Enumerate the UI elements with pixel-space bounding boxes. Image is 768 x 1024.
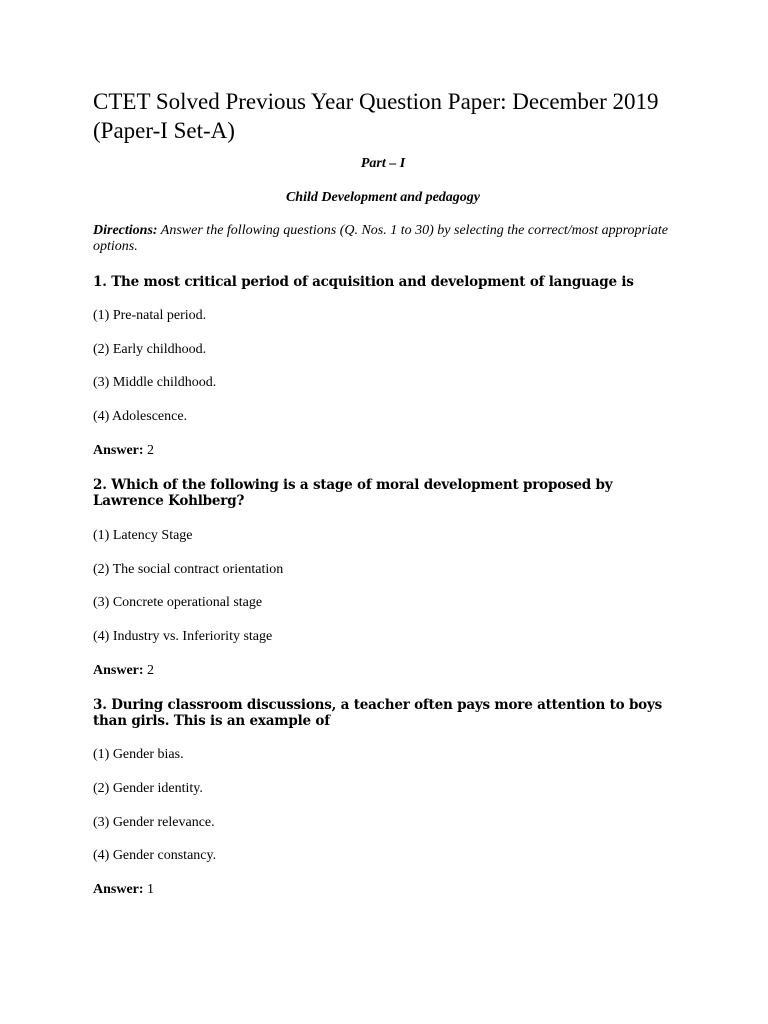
answer-label: Answer: bbox=[93, 663, 144, 678]
question-1-option-1: (1) Pre-natal period. bbox=[93, 308, 207, 323]
question-2-option-1: (1) Latency Stage bbox=[93, 528, 193, 543]
question-1-option-3: (3) Middle childhood. bbox=[93, 375, 217, 390]
answer-value: 2 bbox=[147, 443, 155, 458]
question-3: 3. During classroom discussions, a teacher often pays more attention to boys than girls. This is an example of bbox=[93, 697, 663, 729]
question-1-option-2: (2) Early childhood. bbox=[93, 342, 207, 357]
answer-label: Answer: bbox=[93, 882, 144, 897]
question-3-option-4: (4) Gender constancy. bbox=[93, 848, 217, 863]
answer-label: Answer: bbox=[93, 443, 144, 458]
answer-value: 1 bbox=[147, 882, 155, 897]
question-2-option-4: (4) Industry vs. Inferiority stage bbox=[93, 629, 273, 644]
section-heading: Child Development and pedagogy bbox=[285, 190, 481, 205]
document-title: CTET Solved Previous Year Question Paper: December 2019 (Paper-I Set-A) bbox=[93, 89, 659, 143]
question-2-answer bbox=[93, 663, 154, 679]
question-3-answer bbox=[93, 882, 154, 898]
directions-label: Directions: bbox=[93, 223, 158, 238]
question-2-option-2: (2) The social contract orientation bbox=[93, 562, 284, 577]
question-3-option-1: (1) Gender bias. bbox=[93, 747, 184, 762]
question-2-option-3: (3) Concrete operational stage bbox=[93, 595, 263, 610]
directions-text: Answer the following questions (Q. Nos. 1 to 30) by selecting the correct/most appropriate options. bbox=[93, 223, 669, 254]
question-1-option-4: (4) Adolescence. bbox=[93, 409, 188, 424]
part-heading: Part – I bbox=[360, 156, 406, 171]
question-2: 2. Which of the following is a stage of moral development proposed by Lawrence Kohlberg? bbox=[93, 477, 613, 509]
question-3-option-2: (2) Gender identity. bbox=[93, 781, 203, 796]
question-3-option-3: (3) Gender relevance. bbox=[93, 815, 215, 830]
directions bbox=[93, 223, 673, 255]
answer-value: 2 bbox=[147, 663, 155, 678]
question-1: 1. The most critical period of acquisition and development of language is bbox=[93, 274, 634, 290]
question-1-answer bbox=[93, 443, 154, 459]
